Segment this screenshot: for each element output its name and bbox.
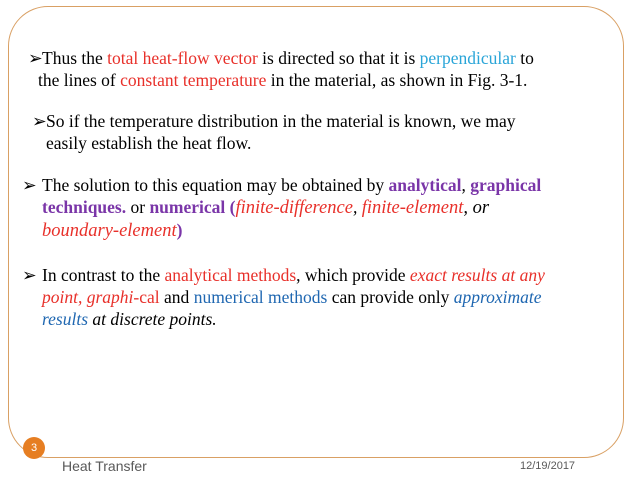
text-run: , bbox=[352, 197, 362, 217]
bullet-line bbox=[22, 264, 612, 286]
bullet-line bbox=[28, 69, 608, 91]
text-run: perpendicular bbox=[419, 48, 516, 68]
bullet-line: So if the temperature distribution in the material is known, we may bbox=[46, 111, 516, 131]
footer-title: Heat Transfer bbox=[62, 458, 147, 474]
bullet-line bbox=[22, 196, 612, 219]
text-run: graphical bbox=[470, 175, 542, 195]
text-run: total heat-flow vector bbox=[107, 48, 258, 68]
text-run: analytical methods bbox=[164, 265, 297, 285]
text-run: ( bbox=[225, 197, 236, 217]
text-run: results bbox=[42, 309, 89, 329]
text-run: finite-element bbox=[361, 198, 464, 218]
text-run: boundary-element bbox=[42, 221, 177, 241]
text-run: , or bbox=[463, 198, 490, 218]
text-run: graphi bbox=[86, 287, 134, 307]
bullet-temperature-distribution bbox=[32, 110, 602, 154]
text-run: can provide only bbox=[327, 287, 454, 307]
text-run: the lines of bbox=[38, 70, 121, 90]
bullet-analytical-vs-numerical bbox=[22, 264, 612, 330]
text-run: constant temperature bbox=[120, 70, 267, 90]
text-run: is directed so that it is bbox=[257, 48, 420, 68]
arrow-bullet-icon: ➢ bbox=[22, 175, 37, 195]
bullet-line: easily establish the heat flow. bbox=[46, 133, 252, 153]
text-run: , which provide bbox=[296, 265, 410, 285]
text-run: exact results at any bbox=[409, 265, 545, 285]
arrow-bullet-icon: ➢ bbox=[32, 111, 47, 131]
bullet-line bbox=[28, 47, 608, 69]
text-run: numerical bbox=[149, 197, 226, 217]
text-run: analytical bbox=[388, 175, 462, 195]
text-run: Thus the bbox=[42, 48, 108, 68]
text-run: finite-difference bbox=[235, 198, 353, 218]
bullet-line bbox=[22, 174, 612, 196]
text-run: ) bbox=[176, 220, 183, 240]
bullet-solution-methods bbox=[22, 174, 612, 242]
text-run: in the material, as shown in Fig. 3-1. bbox=[266, 70, 528, 90]
text-run: or bbox=[126, 197, 150, 217]
text-run: and bbox=[159, 287, 194, 307]
text-run: -cal bbox=[133, 287, 160, 307]
text-run: , bbox=[461, 175, 471, 195]
text-run: The solution to this equation may be obtained by bbox=[42, 175, 389, 195]
footer-date: 12/19/2017 bbox=[520, 460, 576, 472]
bullet-line bbox=[22, 308, 612, 330]
text-run: In contrast to the bbox=[42, 265, 165, 285]
text-run: at discrete points. bbox=[88, 309, 217, 329]
text-run: approximate bbox=[453, 287, 542, 307]
arrow-bullet-icon: ➢ bbox=[28, 48, 43, 68]
text-run: to bbox=[515, 48, 534, 68]
page-number-badge: 3 bbox=[23, 437, 45, 459]
text-run: numerical methods bbox=[193, 287, 328, 307]
bullet-line bbox=[22, 286, 612, 308]
text-run: techniques. bbox=[42, 197, 127, 217]
arrow-bullet-icon: ➢ bbox=[22, 265, 37, 285]
bullet-heat-flow-vector bbox=[28, 47, 608, 91]
bullet-line bbox=[22, 219, 612, 242]
text-run: point, bbox=[42, 287, 87, 307]
